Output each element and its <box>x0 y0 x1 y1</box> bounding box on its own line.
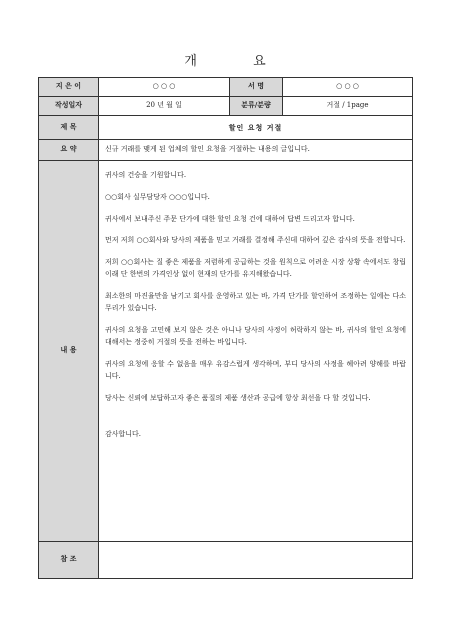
content-paragraph: 먼저 저희 ○○회사와 당사의 제품을 믿고 거래를 결정해 주신데 대하여 깊은 감사의 뜻을 전합니다. <box>105 236 406 245</box>
signature-label: 서 명 <box>230 78 283 97</box>
content-paragraph: 저희 ○○회사는 질 좋은 제품을 저렴하게 공급하는 것을 원칙으로 어려운 시장 상황 속에서도 창립이래 단 한번의 가격인상 없이 현재의 단가를 유지해왔습니다. <box>105 258 406 279</box>
content-paragraph: 최소한의 마진율만을 남기고 회사를 운영하고 있는 바, 가격 단가를 할인하여 조정하는 일에는 다소 무리가 있습니다. <box>105 292 406 313</box>
content-closing: 감사합니다. <box>105 430 142 439</box>
content-body <box>99 161 413 542</box>
author-label: 지 은 이 <box>39 78 99 97</box>
subject-label: 제 목 <box>39 116 99 140</box>
content-paragraph: 당사는 신뢰에 보답하고자 좋은 품질의 제품 생산과 공급에 항상 최선을 다 할 것입니다. <box>105 394 371 402</box>
content-label: 내 용 <box>39 161 99 542</box>
reference-value <box>99 542 413 579</box>
author-value: ○ ○ ○ <box>99 78 230 97</box>
date-label: 작성일자 <box>39 97 99 116</box>
reference-label: 참 조 <box>39 542 99 579</box>
content-paragraph: 귀사의 건승을 기원합니다. <box>105 171 187 179</box>
outline-form <box>38 77 413 579</box>
category-value: 거절 / 1page <box>283 97 413 116</box>
content-paragraph: ○○회사 실무담당자 ○○○입니다. <box>105 192 210 201</box>
document-title: 개 요 <box>184 54 292 69</box>
signature-value: ○ ○ ○ <box>283 78 413 97</box>
category-label: 분류/분량 <box>230 97 283 116</box>
date-value: 20 년 월 일 <box>99 97 230 116</box>
content-paragraph: 귀사에서 보내주신 주문 단가에 대한 할인 요청 건에 대하여 답변 드리고자 합니다. <box>105 214 355 223</box>
content-paragraph: 귀사의 요청을 고민해 보지 않은 것은 아니나 당사의 사정이 허락하지 않는 바, 귀사의 할인 요청에 대해서는 정중히 거절의 뜻을 전하는 바입니다. <box>105 326 406 347</box>
content-paragraph: 귀사의 요청에 응할 수 없음을 매우 유감스럽게 생각하며, 부디 당사의 사정을 헤아려 양해를 바랍니다. <box>105 360 406 381</box>
summary-value: 신규 거래를 맺게 된 업체의 할인 요청을 거절하는 내용의 글입니다. <box>99 140 413 161</box>
summary-label: 요 약 <box>39 140 99 161</box>
subject-value: 할인 요청 거절 <box>99 116 413 140</box>
